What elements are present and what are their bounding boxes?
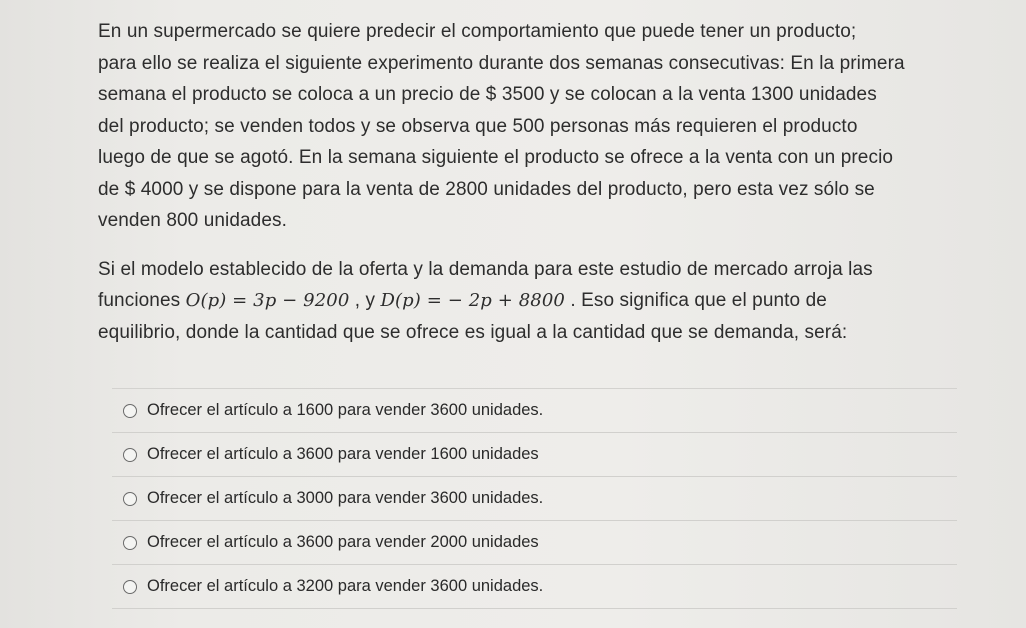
statement-line: venden 800 unidades. (98, 210, 287, 231)
functions-suffix: . Eso significa que el punto de (564, 290, 827, 311)
answer-label[interactable]: Ofrecer el artículo a 3200 para vender 3600 unidades. (147, 577, 544, 595)
model-line: Si el modelo establecido de la oferta y la demanda para este estudio de mercado arroja las (98, 258, 873, 280)
statement-line: En un supermercado se quiere predecir el comportamiento que puede tener un producto; (98, 21, 857, 42)
answer-option-2[interactable] (112, 433, 957, 477)
answer-option-1[interactable] (112, 389, 957, 433)
statement-line: luego de que se agotó. En la semana siguiente el producto se ofrece a la venta con un precio (98, 147, 894, 168)
answer-label[interactable]: Ofrecer el artículo a 3600 para vender 1600 unidades (147, 445, 539, 463)
problem-statement (98, 16, 988, 237)
answer-label[interactable]: Ofrecer el artículo a 1600 para vender 3600 unidades. (147, 401, 544, 419)
model-line-formulas (98, 285, 988, 317)
answer-option-4[interactable] (112, 521, 957, 565)
demand-function: D(p) = − 2p + 8800 (380, 290, 565, 311)
radio-button[interactable] (123, 536, 137, 550)
radio-button[interactable] (123, 580, 137, 594)
model-line: equilibrio, donde la cantidad que se ofrece es igual a la cantidad que se demanda, será: (98, 321, 848, 343)
answer-option-3[interactable] (112, 477, 957, 521)
answer-label[interactable]: Ofrecer el artículo a 3000 para vender 3600 unidades. (147, 489, 544, 507)
answer-label[interactable]: Ofrecer el artículo a 3600 para vender 2000 unidades (147, 533, 539, 551)
statement-line: para ello se realiza el siguiente experimento durante dos semanas consecutivas: En la primera (98, 52, 905, 74)
answer-options (112, 388, 957, 609)
statement-line: de $ 4000 y se dispone para la venta de 2800 unidades del producto, pero esta vez sólo se (98, 178, 875, 200)
functions-prefix: funciones (98, 290, 186, 311)
model-statement (98, 254, 988, 349)
statement-line: semana el producto se coloca a un precio de $ 3500 y se colocan a la venta 1300 unidades (98, 84, 877, 105)
offer-function: O(p) = 3p − 9200 (185, 290, 350, 311)
answer-option-5[interactable] (112, 565, 957, 609)
formula-separator: , y (349, 290, 381, 311)
statement-line: del producto; se venden todos y se observa que 500 personas más requieren el producto (98, 115, 858, 137)
radio-button[interactable] (123, 492, 137, 506)
radio-button[interactable] (123, 448, 137, 462)
radio-button[interactable] (123, 404, 137, 418)
question-text (98, 16, 988, 348)
